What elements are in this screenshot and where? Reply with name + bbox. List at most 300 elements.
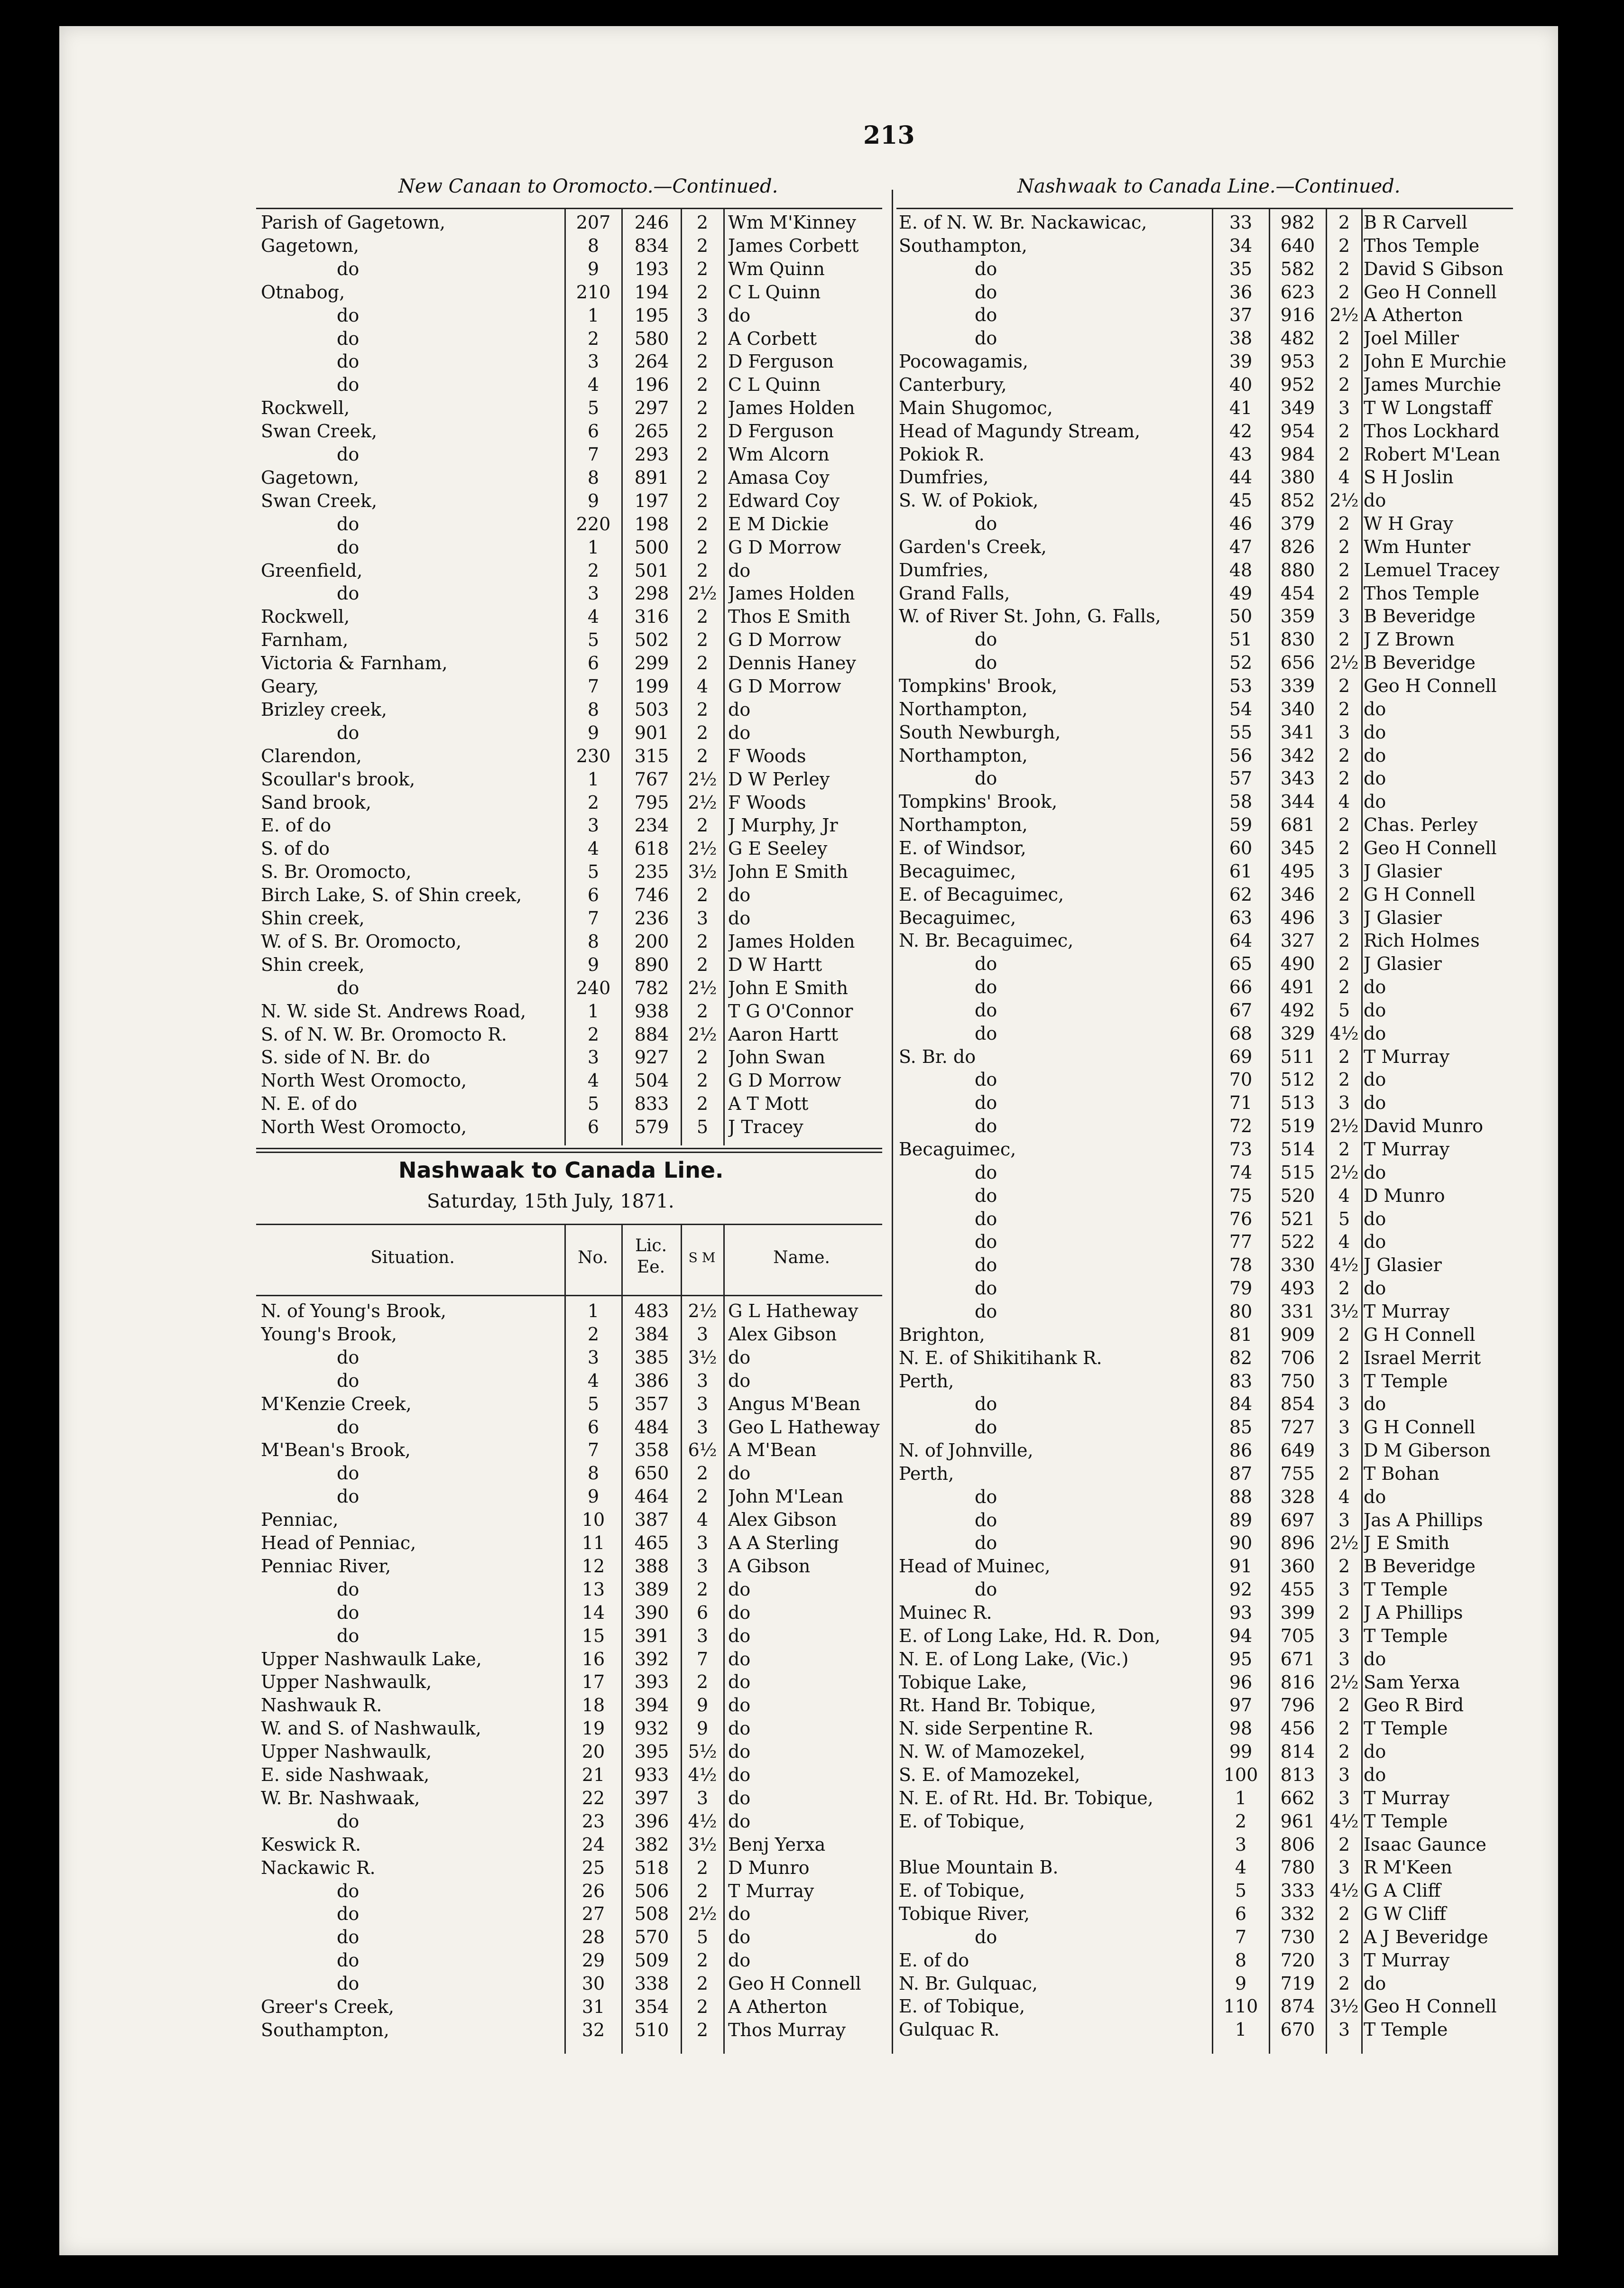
no-cell: 1 (587, 304, 600, 326)
no-cell: 9 (587, 722, 600, 743)
situation-cell: do (975, 1532, 997, 1554)
situation-cell: do (975, 1231, 997, 1253)
situation-cell: Upper Nashwaulk, (261, 1671, 432, 1693)
name-cell: T Murray (1364, 1139, 1450, 1160)
no-cell: 79 (1229, 1278, 1253, 1299)
licence-cell: 315 (634, 745, 669, 766)
name-cell: James Corbett (728, 235, 859, 256)
left-top-col-rule-3 (681, 209, 682, 1145)
sm-cell: 6½ (688, 1439, 717, 1461)
name-cell: Wm M'Kinney (728, 212, 856, 233)
situation-cell: Gagetown, (261, 235, 360, 256)
left-top-col-rule-4 (723, 209, 725, 1145)
no-cell: 13 (581, 1578, 605, 1600)
no-cell: 67 (1229, 999, 1253, 1021)
sm-cell: 3½ (1329, 1996, 1359, 2017)
no-cell: 5 (587, 1393, 600, 1414)
situation-cell: Otnabog, (261, 281, 345, 303)
situation-cell: North West Oromocto, (261, 1070, 467, 1091)
no-cell: 22 (581, 1787, 605, 1808)
licence-cell: 490 (1280, 953, 1315, 975)
no-cell: 92 (1229, 1579, 1253, 1600)
sm-cell: 3 (696, 1323, 709, 1345)
situation-cell: do (975, 258, 997, 279)
licence-cell: 649 (1280, 1440, 1315, 1461)
situation-cell: do (975, 513, 997, 535)
no-cell: 4 (587, 1370, 600, 1391)
name-cell: T Temple (1364, 1579, 1448, 1600)
sm-cell: 2 (696, 815, 709, 836)
no-cell: 89 (1229, 1509, 1253, 1531)
no-cell: 9 (587, 1486, 600, 1507)
sm-cell: 3 (1338, 1949, 1350, 1971)
licence-cell: 493 (1280, 1278, 1315, 1299)
no-cell: 4 (1235, 1857, 1247, 1878)
licence-cell: 199 (634, 676, 669, 697)
no-cell: 35 (1229, 258, 1253, 279)
licence-cell: 343 (1280, 768, 1315, 789)
sm-cell: 3 (1338, 1764, 1350, 1785)
name-cell: R M'Keen (1364, 1857, 1452, 1878)
no-cell: 83 (1229, 1370, 1253, 1392)
section-title: Nashwaak to Canada Line. (398, 1157, 724, 1183)
no-cell: 3 (587, 1047, 600, 1068)
sm-cell: 2 (696, 1047, 709, 1068)
situation-cell: do (337, 1880, 360, 1901)
licence-cell: 501 (634, 560, 669, 581)
situation-cell: do (975, 768, 997, 789)
situation-cell: do (975, 1393, 997, 1415)
sm-cell: 2 (696, 2019, 709, 2040)
name-cell: F Woods (728, 792, 806, 813)
situation-cell: Garden's Creek, (899, 536, 1047, 557)
situation-cell: do (975, 1208, 997, 1229)
page-number: 213 (863, 121, 915, 150)
name-cell: T Murray (1364, 1301, 1450, 1322)
sm-cell: 4 (1338, 791, 1350, 812)
licence-cell: 580 (634, 328, 669, 349)
name-cell: Geo H Connell (1364, 1996, 1497, 2017)
name-cell: James Holden (728, 397, 855, 419)
situation-cell: Dumfries, (899, 559, 989, 581)
situation-cell: do (975, 1092, 997, 1114)
table-header-bottom-rule (256, 1295, 882, 1296)
sm-cell: 3 (1338, 1648, 1350, 1670)
situation-cell: Tompkins' Brook, (899, 791, 1058, 812)
sm-cell: 4 (1338, 467, 1350, 488)
name-cell: A Gibson (728, 1555, 811, 1577)
name-cell: Sam Yerxa (1364, 1671, 1460, 1693)
sm-cell: 2 (696, 374, 709, 396)
sm-cell: 2 (696, 1950, 709, 1971)
no-cell: 38 (1229, 328, 1253, 349)
situation-cell: E. of Long Lake, Hd. R. Don, (899, 1625, 1161, 1646)
sm-cell: 2 (1338, 977, 1350, 998)
licence-cell: 916 (1280, 304, 1315, 326)
sm-cell: 2 (696, 1880, 709, 1901)
name-cell: do (728, 1741, 751, 1762)
name-cell: C L Quinn (728, 374, 821, 396)
name-cell: T Murray (728, 1880, 814, 1901)
name-cell: A M'Bean (728, 1439, 817, 1461)
no-cell: 81 (1229, 1324, 1253, 1345)
licence-cell: 508 (634, 1903, 669, 1925)
no-cell: 9 (587, 954, 600, 975)
licence-cell: 380 (1280, 467, 1315, 488)
licence-cell: 387 (634, 1509, 669, 1531)
licence-cell: 340 (1280, 698, 1315, 720)
sm-cell: 5 (696, 1116, 709, 1138)
licence-cell: 399 (1280, 1602, 1315, 1623)
licence-cell: 236 (634, 908, 669, 929)
situation-cell: Rockwell, (261, 397, 350, 419)
licence-cell: 354 (634, 1996, 669, 2017)
sm-cell: 5 (1338, 999, 1350, 1021)
situation-cell: Northampton, (899, 745, 1028, 766)
licence-cell: 504 (634, 1070, 669, 1091)
situation-cell: do (337, 444, 360, 465)
licence-cell: 932 (634, 1718, 669, 1739)
situation-cell: Grand Falls, (899, 582, 1010, 604)
situation-cell: N. of Young's Brook, (261, 1301, 446, 1321)
name-cell: Amasa Coy (728, 467, 830, 488)
no-cell: 8 (587, 235, 600, 256)
licence-cell: 806 (1280, 1834, 1315, 1855)
situation-cell: do (337, 328, 360, 349)
situation-cell: do (975, 1023, 997, 1044)
sm-cell: 2½ (688, 768, 717, 790)
name-cell: Lemuel Tracey (1364, 559, 1500, 581)
right-continued-header: Nashwaak to Canada Line.—Continued. (1017, 175, 1401, 197)
sm-cell: 2 (1338, 513, 1350, 535)
licence-cell: 500 (634, 536, 669, 558)
sm-cell: 2 (1338, 351, 1350, 372)
sm-cell: 2 (1338, 559, 1350, 581)
licence-cell: 782 (634, 977, 669, 998)
situation-cell: N. E. of Rt. Hd. Br. Tobique, (899, 1787, 1153, 1808)
name-cell: Alex Gibson (728, 1323, 837, 1345)
sm-cell: 4½ (1329, 1255, 1359, 1276)
no-cell: 3 (587, 1347, 600, 1368)
name-cell: G A Cliff (1364, 1880, 1441, 1901)
licence-cell: 890 (634, 954, 669, 975)
name-cell: Rich Holmes (1364, 930, 1480, 951)
licence-cell: 341 (1280, 721, 1315, 743)
sm-cell: 3 (1338, 606, 1350, 627)
situation-cell: Pocowagamis, (899, 351, 1028, 372)
situation-cell: M'Kenzie Creek, (261, 1393, 412, 1414)
licence-cell: 339 (1280, 675, 1315, 696)
name-cell: David Munro (1364, 1116, 1484, 1137)
situation-cell: do (337, 722, 360, 743)
name-cell: do (1364, 791, 1386, 812)
name-cell: do (728, 1903, 751, 1925)
no-cell: 78 (1229, 1255, 1253, 1276)
sm-cell: 5 (696, 1927, 709, 1948)
name-cell: A Atherton (1364, 304, 1463, 326)
licence-cell: 503 (634, 699, 669, 720)
name-cell: Isaac Gaunce (1364, 1834, 1486, 1855)
licence-cell: 200 (634, 931, 669, 952)
situation-cell: Clarendon, (261, 745, 362, 766)
situation-cell: Victoria & Farnham, (261, 653, 448, 674)
situation-cell: Canterbury, (899, 374, 1007, 395)
name-cell: T W Longstaff (1364, 397, 1492, 418)
no-cell: 1 (1235, 1787, 1247, 1808)
licence-cell: 927 (634, 1047, 669, 1068)
name-cell: do (1364, 1092, 1386, 1114)
situation-cell: do (975, 652, 997, 673)
situation-cell: N. of Johnville, (899, 1440, 1033, 1461)
sm-cell: 3 (696, 1370, 709, 1391)
licence-cell: 382 (634, 1834, 669, 1855)
sm-cell: 2 (1338, 1602, 1350, 1623)
situation-cell: do (337, 1416, 360, 1438)
situation-cell: do (337, 1903, 360, 1925)
no-cell: 6 (587, 1416, 600, 1438)
situation-cell: do (975, 953, 997, 975)
sm-cell: 3 (696, 1393, 709, 1414)
sm-cell: 3 (1338, 1787, 1350, 1808)
situation-cell: do (337, 258, 360, 279)
licence-cell: 767 (634, 768, 669, 790)
licence-cell: 727 (1280, 1417, 1315, 1438)
name-cell: T Temple (1364, 1718, 1448, 1739)
no-cell: 2 (587, 328, 600, 349)
no-cell: 70 (1229, 1069, 1253, 1090)
right-col-rule-4 (1361, 209, 1363, 2054)
licence-cell: 522 (1280, 1231, 1315, 1253)
sm-cell: 2 (1338, 374, 1350, 395)
situation-cell: W. of River St. John, G. Falls, (899, 606, 1161, 627)
name-cell: F Woods (728, 745, 806, 766)
sm-cell: 3½ (688, 861, 717, 883)
name-cell: do (728, 722, 751, 743)
situation-cell: E. of Tobique, (899, 1880, 1025, 1901)
no-cell: 7 (1235, 1926, 1247, 1947)
licence-cell: 854 (1280, 1393, 1315, 1415)
name-cell: do (728, 1463, 751, 1484)
no-cell: 2 (587, 1323, 600, 1345)
name-cell: do (1364, 1973, 1386, 1994)
licence-cell: 502 (634, 629, 669, 651)
sm-cell: 2 (1338, 328, 1350, 349)
no-cell: 91 (1229, 1556, 1253, 1577)
situation-cell: Nashwauk R. (261, 1695, 382, 1716)
sm-cell: 2 (1338, 582, 1350, 604)
no-cell: 69 (1229, 1046, 1253, 1067)
sm-cell: 2 (1338, 1463, 1350, 1484)
no-cell: 220 (576, 513, 611, 535)
situation-cell: Head of Magundy Stream, (899, 420, 1141, 442)
sm-cell: 2 (696, 212, 709, 233)
name-cell: S H Joslin (1364, 467, 1454, 488)
name-cell: do (1364, 1278, 1386, 1299)
sm-cell: 2½ (688, 1903, 717, 1925)
name-cell: G H Connell (1364, 1324, 1476, 1345)
no-cell: 210 (576, 281, 611, 303)
sm-cell: 3 (696, 908, 709, 929)
no-cell: 16 (581, 1648, 605, 1670)
sm-cell: 3 (1338, 1092, 1350, 1114)
situation-cell: N. side Serpentine R. (899, 1718, 1094, 1739)
no-cell: 75 (1229, 1185, 1253, 1206)
no-cell: 3 (1235, 1834, 1247, 1855)
sm-cell: 3 (696, 1625, 709, 1646)
licence-cell: 455 (1280, 1579, 1315, 1600)
sm-cell: 2 (1338, 1834, 1350, 1855)
licence-cell: 357 (634, 1393, 669, 1414)
sm-cell: 3 (1338, 1417, 1350, 1438)
licence-cell: 344 (1280, 791, 1315, 812)
name-cell: J Glasier (1364, 860, 1442, 882)
no-cell: 65 (1229, 953, 1253, 975)
sm-cell: 7 (696, 1648, 709, 1670)
licence-cell: 520 (1280, 1185, 1315, 1206)
licence-cell: 730 (1280, 1926, 1315, 1947)
situation-cell: do (975, 999, 997, 1021)
licence-cell: 388 (634, 1555, 669, 1577)
no-cell: 64 (1229, 930, 1253, 951)
sm-cell: 4½ (1329, 1880, 1359, 1901)
name-cell: W H Gray (1364, 513, 1453, 535)
no-cell: 1 (587, 1000, 600, 1022)
licence-cell: 984 (1280, 443, 1315, 465)
situation-cell: South Newburgh, (899, 721, 1061, 743)
licence-cell: 952 (1280, 374, 1315, 395)
no-cell: 73 (1229, 1139, 1253, 1160)
name-cell: do (1364, 1648, 1386, 1670)
sm-cell: 2 (1338, 953, 1350, 975)
name-cell: T Temple (1364, 2019, 1448, 2040)
name-cell: John E Smith (728, 861, 848, 883)
situation-cell: do (337, 1927, 360, 1948)
situation-cell: Rockwell, (261, 606, 350, 627)
name-cell: D Munro (728, 1857, 810, 1878)
licence-cell: 389 (634, 1578, 669, 1600)
sm-cell: 4 (1338, 1185, 1350, 1206)
name-cell: T Temple (1364, 1370, 1448, 1392)
sm-cell: 3 (1338, 1393, 1350, 1415)
licence-cell: 510 (634, 2019, 669, 2040)
no-cell: 6 (587, 653, 600, 674)
sm-cell: 3 (1338, 1857, 1350, 1878)
no-cell: 77 (1229, 1231, 1253, 1253)
sm-cell: 2 (696, 653, 709, 674)
situation-cell: Southampton, (899, 235, 1027, 256)
licence-cell: 349 (1280, 397, 1315, 418)
situation-cell: S. W. of Pokiok, (899, 490, 1039, 511)
name-cell: do (1364, 1741, 1386, 1762)
situation-cell: E. side Nashwaak, (261, 1764, 430, 1785)
no-cell: 66 (1229, 977, 1253, 998)
licence-cell: 650 (634, 1463, 669, 1484)
licence-cell: 618 (634, 838, 669, 859)
licence-cell: 512 (1280, 1069, 1315, 1090)
name-cell: D Ferguson (728, 351, 834, 372)
situation-cell: do (975, 328, 997, 349)
name-cell: do (1364, 999, 1386, 1021)
name-cell: Thos E Smith (728, 606, 851, 627)
section-header-rule (256, 1224, 882, 1225)
licence-cell: 874 (1280, 1996, 1315, 2017)
sm-cell: 2½ (688, 1301, 717, 1321)
situation-cell: do (975, 1579, 997, 1600)
name-cell: do (1364, 745, 1386, 766)
situation-cell: do (337, 1463, 360, 1484)
situation-cell: Southampton, (261, 2019, 389, 2040)
situation-cell: do (337, 1602, 360, 1623)
licence-cell: 795 (634, 792, 669, 813)
left-bottom-col-rule-3 (681, 1224, 682, 2054)
no-cell: 14 (581, 1602, 605, 1623)
licence-cell: 933 (634, 1764, 669, 1785)
sm-cell: 9 (696, 1695, 709, 1716)
licence-cell: 833 (634, 1093, 669, 1115)
licence-cell: 392 (634, 1648, 669, 1670)
name-cell: J Glasier (1364, 1255, 1442, 1276)
situation-cell: do (337, 374, 360, 396)
situation-cell: Brizley creek, (261, 699, 387, 720)
situation-cell: Shin creek, (261, 908, 365, 929)
licence-cell: 346 (1280, 884, 1315, 905)
sm-cell: 2 (1338, 698, 1350, 720)
licence-cell: 195 (634, 304, 669, 326)
no-cell: 6 (1235, 1903, 1247, 1925)
sm-cell: 2 (696, 931, 709, 952)
situation-cell: E. of Tobique, (899, 1996, 1025, 2017)
situation-cell: Swan Creek, (261, 421, 378, 442)
sm-cell: 2½ (1329, 1116, 1359, 1137)
sm-cell: 2 (696, 560, 709, 581)
name-cell: Israel Merrit (1364, 1347, 1481, 1368)
header-ee: Ee. (637, 1257, 665, 1277)
sm-cell: 2½ (688, 838, 717, 859)
no-cell: 48 (1229, 559, 1253, 581)
no-cell: 96 (1229, 1671, 1253, 1693)
situation-cell: S. E. of Mamozekel, (899, 1764, 1080, 1785)
no-cell: 97 (1229, 1695, 1253, 1716)
no-cell: 63 (1229, 907, 1253, 928)
sm-cell: 2 (1338, 1926, 1350, 1947)
no-cell: 54 (1229, 698, 1253, 720)
name-cell: James Murchie (1364, 374, 1501, 395)
situation-cell: do (975, 1116, 997, 1137)
licence-cell: 706 (1280, 1347, 1315, 1368)
name-cell: T Temple (1364, 1625, 1448, 1646)
no-cell: 21 (581, 1764, 605, 1785)
licence-cell: 982 (1280, 212, 1315, 233)
no-cell: 8 (587, 931, 600, 952)
licence-cell: 482 (1280, 328, 1315, 349)
sm-cell: 3 (696, 1787, 709, 1808)
name-cell: T Murray (1364, 1949, 1450, 1971)
name-cell: John M'Lean (728, 1486, 844, 1507)
situation-cell: do (975, 1255, 997, 1276)
situation-cell: Greenfield, (261, 560, 363, 581)
name-cell: J Glasier (1364, 907, 1442, 928)
name-cell: T Murray (1364, 1046, 1450, 1067)
sm-cell: 2 (1338, 258, 1350, 279)
licence-cell: 901 (634, 722, 669, 743)
sm-cell: 2 (696, 722, 709, 743)
licence-cell: 483 (634, 1301, 669, 1321)
sm-cell: 2½ (688, 977, 717, 998)
sm-cell: 2 (696, 536, 709, 558)
licence-cell: 662 (1280, 1787, 1315, 1808)
no-cell: 9 (587, 490, 600, 511)
sm-cell: 2 (1338, 837, 1350, 858)
